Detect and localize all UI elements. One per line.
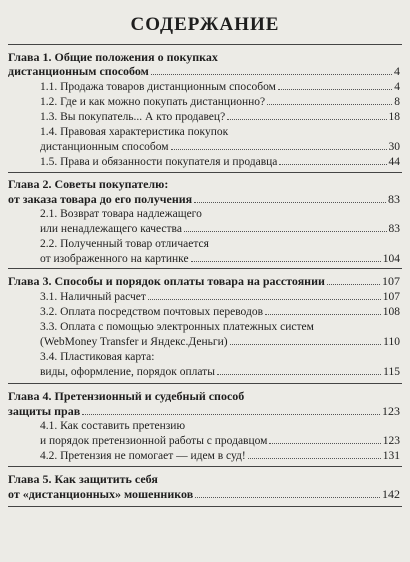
toc-entry-3-4: виды, оформление, порядок оплаты 115 (40, 366, 400, 378)
divider (8, 44, 402, 45)
chapter-5-heading-row: от «дистанционных» мошенников 142 (8, 487, 400, 501)
divider (8, 268, 402, 269)
toc-entry-3-4-line1: 3.4. Пластиковая карта: (40, 351, 155, 363)
toc-entry-3-3-line1: 3.3. Оплата с помощью электронных платежных систем (40, 321, 314, 333)
divider (8, 466, 402, 467)
toc-entry-4-2: 4.2. Претензия не помогает — идем в суд! 131 (40, 450, 400, 462)
toc-entry-2-1: или ненадлежащего качества 83 (40, 223, 400, 235)
toc-entry-4-1-line1: 4.1. Как составить претензию (40, 420, 186, 432)
toc-entry-1-2: 1.2. Где и как можно покупать дистанционно? 8 (40, 96, 400, 108)
toc-entry-1-1: 1.1. Продажа товаров дистанционным способом 4 (40, 81, 400, 93)
toc-entry-2-2: от изображенного на картинке 104 (40, 253, 400, 265)
toc-entry-1-5: 1.5. Права и обязанности покупателя и продавца 44 (40, 156, 400, 168)
toc-entry-3-2: 3.2. Оплата посредством почтовых переводов 108 (40, 306, 400, 318)
chapter-1-heading-line2: дистанционным способом (8, 64, 149, 78)
toc-entry-1-4-line1: 1.4. Правовая характеристика покупок (40, 126, 229, 138)
chapter-1-heading-row (8, 64, 400, 79)
page-title: СОДЕРЖАНИЕ (130, 14, 280, 35)
toc-entry-3-1: 3.1. Наличный расчет 107 (40, 291, 400, 303)
toc-entry-2-2-line1: 2.2. Полученный товар отличается (40, 238, 209, 250)
chapter-5-heading-line1: Глава 5. Как защитить себя (8, 472, 158, 486)
toc-entry-2-1-line1: 2.1. Возврат товара надлежащего (40, 208, 202, 220)
chapter-1-page: 4 (394, 64, 400, 78)
divider (8, 172, 402, 173)
chapter-4-heading-line1: Глава 4. Претензионный и судебный способ (8, 389, 245, 403)
chapter-3-heading-row: Глава 3. Способы и порядок оплаты товара на расстоянии 107 (8, 274, 400, 288)
chapter-2-heading-row: от заказа товара до его получения 83 (8, 192, 400, 206)
chapter-1-heading-line1: Глава 1. Общие положения о покупках (8, 50, 218, 64)
divider (8, 506, 402, 507)
toc-entry-3-3: (WebMoney Transfer и Яндекс.Деньги) 110 (40, 336, 400, 348)
chapter-4-heading-row: защиты прав 123 (8, 404, 400, 418)
leader-dots (151, 74, 392, 75)
toc-entry-1-3: 1.3. Вы покупатель... А кто продавец? 18 (40, 111, 400, 123)
chapter-2-heading-line1: Глава 2. Советы покупателю: (8, 177, 169, 191)
toc-entry-1-4: дистанционным способом 30 (40, 141, 400, 153)
divider (8, 383, 402, 384)
toc-entry-4-1: и порядок претензионной работы с продавцом 123 (40, 435, 400, 447)
